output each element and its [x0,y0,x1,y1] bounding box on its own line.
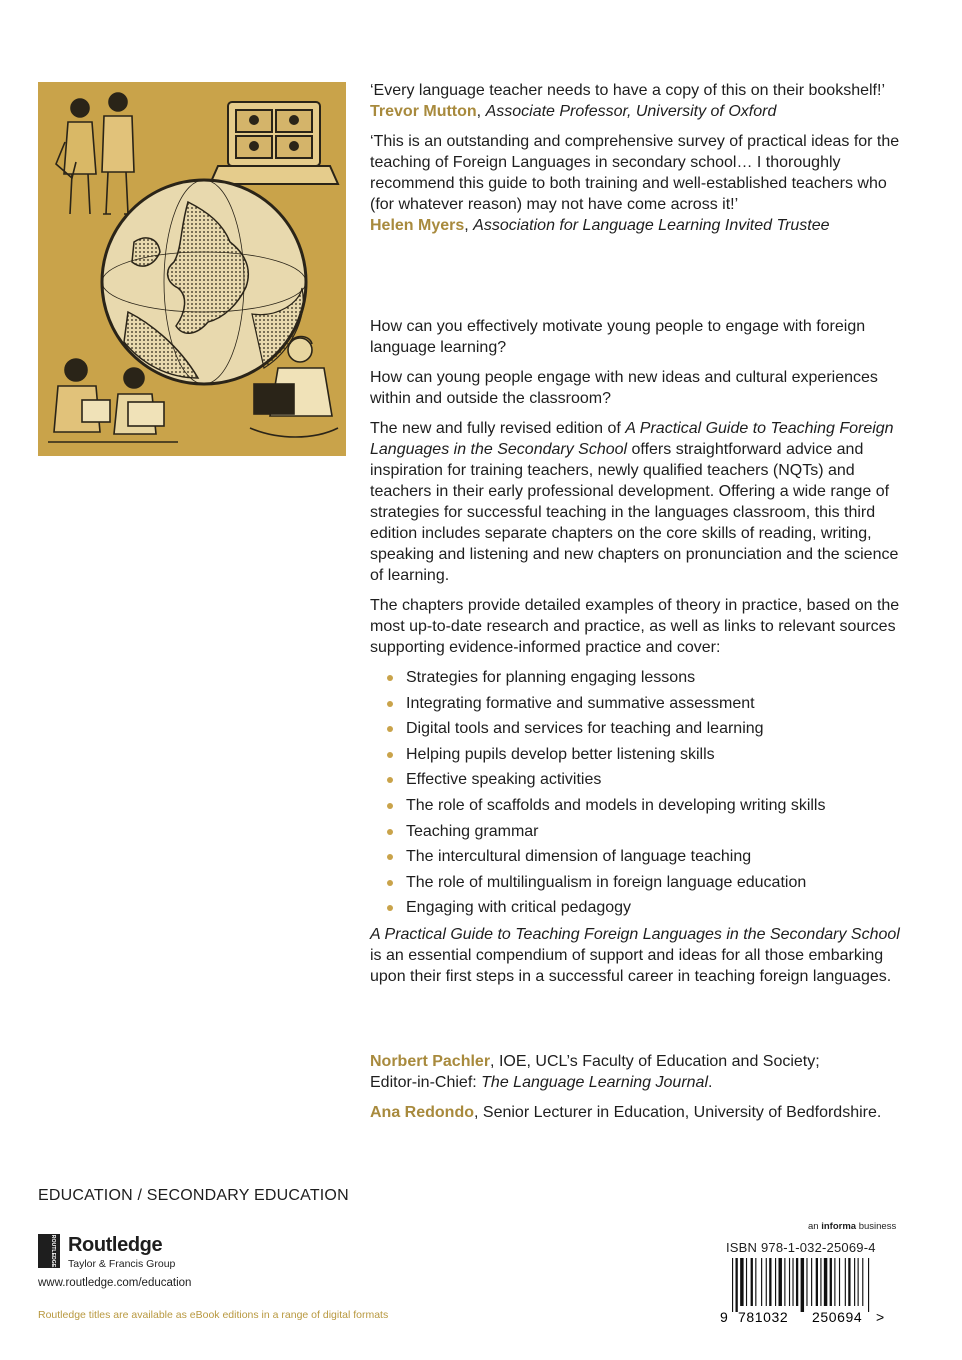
editors [370,1051,900,1132]
barcode-bar [868,1258,869,1312]
list-item [370,769,900,790]
barcode-bar [766,1258,767,1306]
bullet-dot-icon [387,726,393,732]
topics-list [370,667,900,918]
barcode-bar [751,1258,753,1306]
editor-1 [370,1051,900,1093]
bullet-dot-icon [387,701,393,707]
barcode-bar [816,1258,818,1306]
barcode-bars [732,1258,869,1312]
barcode-bar [775,1258,776,1306]
barcode-bar [792,1258,793,1306]
routledge-mark-text: ROUTLEDGE [50,1234,56,1268]
list-item [370,872,900,893]
informa-prefix: an [808,1221,822,1232]
bullet-dot-icon [387,803,393,809]
barcode-bar [834,1258,835,1306]
barcode-bar [761,1258,762,1306]
quote-1-affiliation: Associate Professor, University of Oxford [485,103,777,120]
list-item-text: The intercultural dimension of language teaching [406,848,752,866]
closing-title: A Practical Guide to Teaching Foreign Languages in the Secondary School [370,926,900,944]
barcode-bar [830,1258,832,1306]
list-item [370,846,900,867]
quote-2-affiliation: Association for Language Learning Invited Trustee [473,217,830,234]
quote-1-author: Trevor Mutton [370,103,477,120]
list-item-text: The role of multilingualism in foreign language education [406,873,807,891]
list-item [370,693,900,714]
barcode-bar [801,1258,804,1312]
editor-1-line2-prefix: Editor-in-Chief: [370,1074,482,1091]
barcode-bar [811,1258,812,1306]
quote-2-text: ‘This is an outstanding and comprehensive survey of practical ideas for the teaching of Foreign Languages in secondary school… I thoroughly recommend this guide to both training and well-established teachers who (for whatever reason) may not have come across it!’ [370,133,900,213]
list-item [370,897,900,918]
isbn: ISBN 978-1-032-25069-4 [726,1240,876,1255]
barcode-digit-prefix: 9 [720,1309,728,1324]
barcode-bar [789,1258,790,1306]
editor-2-detail: , Senior Lecturer in Education, University of Bedfordshire. [474,1104,882,1121]
bullet-dot-icon [387,854,393,860]
list-item [370,667,900,688]
list-item-text: Strategies for planning engaging lessons [406,669,696,686]
informa-suffix: business [856,1221,897,1232]
quote-2-author: Helen Myers [370,217,465,234]
barcode-bar [820,1258,821,1306]
barcode-digits-right: 250694 [812,1309,863,1324]
editor-1-journal: The Language Learning Journal [481,1074,708,1091]
list-item-text: Helping pupils develop better listening skills [406,745,715,763]
barcode-bar [824,1258,827,1306]
editor-1-line2-suffix: . [708,1074,713,1091]
description-question-1: How can you effectively motivate young people to engage with foreign language learning? [370,318,866,356]
editor-2-name: Ana Redondo [370,1104,474,1121]
bullet-dot-icon [387,777,393,783]
closing-rest: is an essential compendium of support and ideas for all those embarking upon their first steps in a successful career in teaching foreign languages. [370,947,892,986]
description-p3-rest: offers straightforward advice and inspiration for training teachers, newly qualified teachers (NQTs) and teachers in their early professional development. Offering a wide range of strategies for successful teaching in the languages classroom, this third edition includes separate chapters on the core skills of reading, writing, speaking and listening and new chapters on pronunciation and the science of learning. [370,441,899,584]
description-paragraph-3 [370,418,900,586]
list-item-text: The role of scaffolds and models in developing writing skills [406,796,826,814]
barcode-bar [746,1258,747,1306]
barcode-bar [779,1258,782,1306]
barcode-bar [736,1258,738,1312]
standing-woman-figure [56,99,96,214]
list-item-text: Digital tools and services for teaching and learning [406,720,764,738]
list-item-text: Teaching grammar [406,822,539,840]
description-question-2: How can young people engage with new ideas and cultural experiences within and outside the classroom? [370,369,878,407]
informa-business [808,1221,896,1232]
bullet-dot-icon [387,880,393,886]
illustration-drawing [38,82,346,456]
description-p3-title: A Practical Guide to Teaching Foreign Languages in the Secondary School [370,420,894,458]
barcode-bar [769,1258,771,1306]
quote-2: ‘This is an outstanding and comprehensive survey of practical ideas for the teaching of Foreign Languages in secondary school… I thoroughly recommend this guide to both training and well-established teachers who (for whatever reason) may not have come across it!’ Helen Myers, Association for Language Learning Invited Trustee [370,133,900,234]
bullet-dot-icon [387,829,393,835]
description-closing [370,924,900,987]
barcode-arrow: > [876,1309,885,1324]
barcode-bar [806,1258,807,1306]
editor-1-name: Norbert Pachler [370,1053,491,1070]
barcode [718,1258,888,1324]
list-item [370,821,900,842]
editor-1-detail: , IOE, UCL’s Faculty of Education and Society; [490,1053,820,1070]
quote-1-text: ‘Every language teacher needs to have a copy of this on their bookshelf!’ [370,82,885,99]
bullet-dot-icon [387,752,393,758]
list-item-text: Integrating formative and summative assessment [406,694,755,712]
ebook-note: Routledge titles are available as eBook editions in a range of digital formats [38,1309,389,1321]
barcode-bar [732,1258,733,1312]
list-item [370,795,900,816]
editor-2 [370,1102,900,1123]
endorsements [370,80,900,245]
list-item-text: Effective speaking activities [406,771,602,789]
subject-category: EDUCATION / SECONDARY EDUCATION [38,1187,349,1204]
globe [102,180,306,384]
publisher-group: Taylor & Francis Group [68,1258,176,1270]
barcode-bar [845,1258,846,1306]
list-item [370,744,900,765]
publisher-website: www.routledge.com/education [38,1277,192,1289]
bullet-dot-icon [387,675,393,681]
informa-brand: informa [821,1221,857,1232]
barcode-bar [839,1258,840,1306]
quote-1: ‘Every language teacher needs to have a copy of this on their bookshelf!’ Trevor Mutton, Associate Professor, University of Oxford [370,82,885,120]
cover-illustration [38,82,346,456]
barcode-bar [848,1258,850,1306]
bullet-dot-icon [387,905,393,911]
barcode-bar [755,1258,756,1306]
laptop-video-call [210,102,338,184]
barcode-bar [740,1258,743,1306]
list-item-text: Engaging with critical pedagogy [406,899,632,917]
barcode-bar [796,1258,798,1306]
routledge-mark-icon [38,1234,60,1268]
barcode-bar [784,1258,785,1306]
description-paragraph-4: The chapters provide detailed examples of theory in practice, based on the most up-to-date research and practice, as well as links to relevant sources supporting evidence-informed practice and cover: [370,597,900,656]
description-p3-start: The new and fully revised edition of [370,420,626,437]
list-item [370,718,900,739]
book-description [370,316,900,996]
standing-man-figure [102,93,134,214]
barcode-bar [858,1258,859,1306]
publisher-name: Routledge [68,1234,163,1256]
barcode-digits-left: 781032 [738,1309,789,1324]
barcode-bar [854,1258,855,1306]
barcode-bar [862,1258,863,1306]
